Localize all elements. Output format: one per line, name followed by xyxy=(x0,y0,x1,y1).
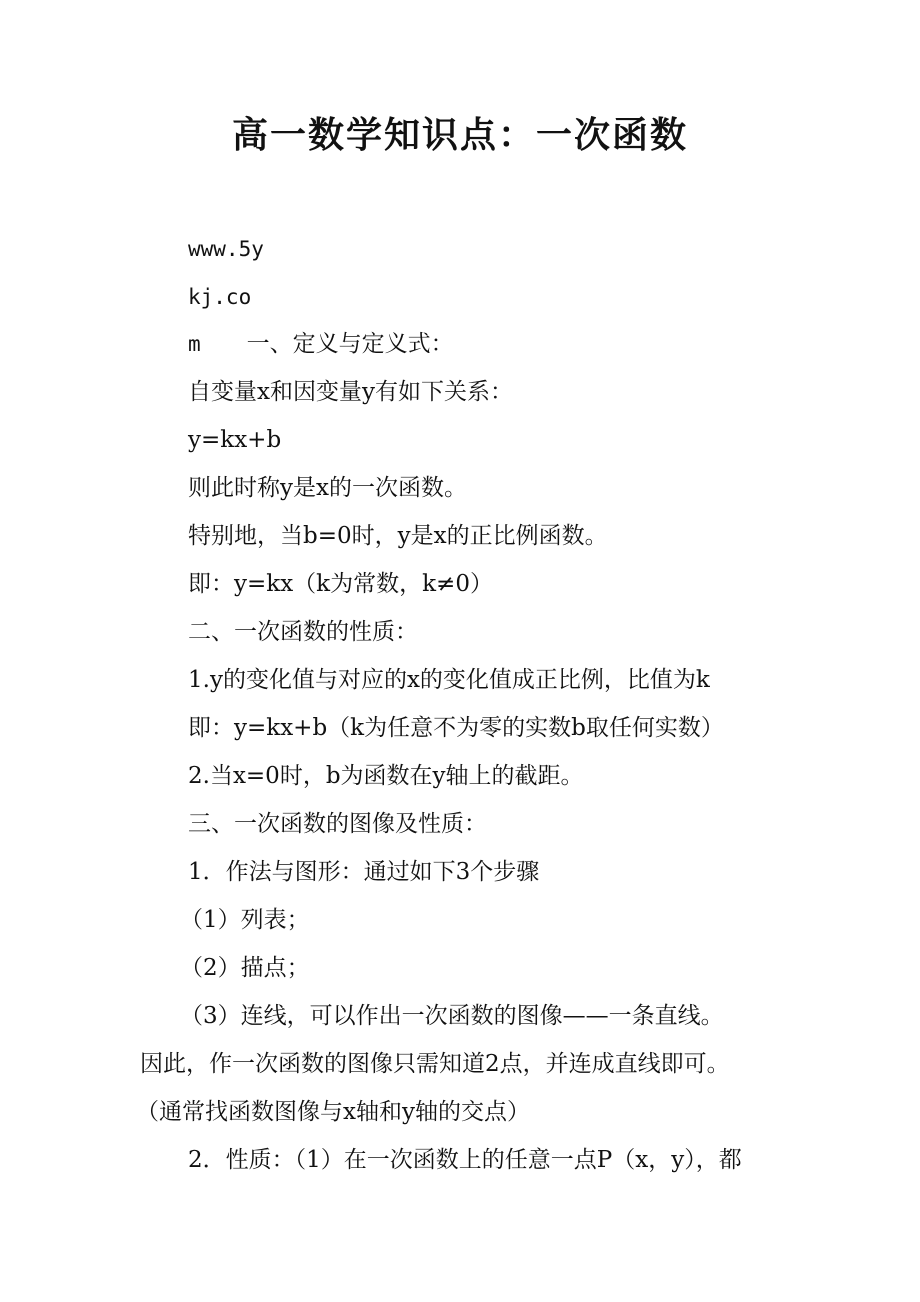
body-line: 2.当x=0时，b为函数在y轴上的截距。 xyxy=(188,763,584,789)
section-heading-3: 三、一次函数的图像及性质： xyxy=(188,811,487,837)
step-item: （3）连线，可以作出一次函数的图像——一条直线。 xyxy=(180,1003,724,1029)
section-heading-1: 一、定义与定义式： xyxy=(246,331,454,357)
body-line: 因此，作一次函数的图像只需知道2点，并连成直线即可。 xyxy=(140,1051,730,1077)
source-line-3: m xyxy=(188,332,201,356)
body-line: （通常找函数图像与x轴和y轴的交点） xyxy=(136,1099,530,1125)
step-item: （1）列表； xyxy=(180,907,310,933)
source-line-1: www.5y xyxy=(188,237,264,261)
body-line: 1.y的变化值与对应的x的变化值成正比例，比值为k xyxy=(188,667,710,693)
body-line: 2．性质：（1）在一次函数上的任意一点P（x，y），都 xyxy=(188,1147,742,1173)
section-heading-2: 二、一次函数的性质： xyxy=(188,619,418,645)
body-line: 自变量x和因变量y有如下关系： xyxy=(188,379,513,405)
body-line: 即：y=kx（k为常数，k≠0） xyxy=(188,571,493,597)
body-line: 则此时称y是x的一次函数。 xyxy=(188,475,467,501)
source-line-2: kj.co xyxy=(188,285,252,309)
document-title: 高一数学知识点：一次函数 xyxy=(231,114,688,156)
body-line: 即：y=kx+b（k为任意不为零的实数b取任何实数） xyxy=(188,715,724,741)
section-heading-row xyxy=(188,329,454,359)
body-line: 特别地，当b=0时，y是x的正比例函数。 xyxy=(188,523,608,549)
step-item: （2）描点； xyxy=(180,955,310,981)
body-line: 1．作法与图形：通过如下3个步骤 xyxy=(188,859,540,885)
formula-line: y=kx+b xyxy=(188,427,282,453)
